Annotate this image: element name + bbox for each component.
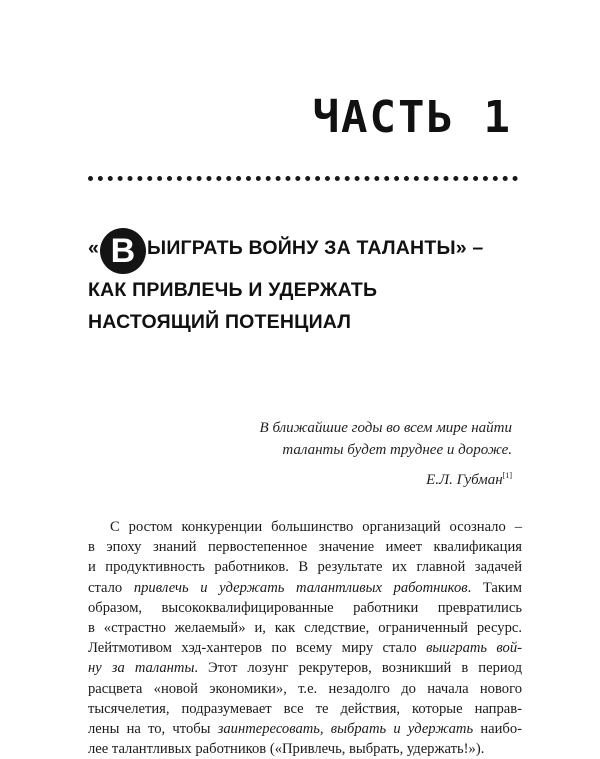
chapter-title-line-2: КАК ПРИВЛЕЧЬ И УДЕРЖАТЬ [88, 279, 378, 301]
body-line [88, 719, 522, 739]
body-line: и продуктивность работников. В результате их главной задачей [88, 559, 522, 576]
epigraph-line-2: таланты будет труднее и дороже. [282, 442, 512, 458]
body-emphasis: ну за таланты [88, 660, 195, 677]
dropcap-letter: В [100, 228, 146, 274]
body-line: в эпоху знаний первостепенное значение имеет квалификация [88, 539, 522, 556]
epigraph-author [426, 466, 512, 490]
body-line: тысячелетия, подразумевает все те действия, которые направ- [88, 700, 522, 717]
body-line: лее талантливых работников («Привлечь, выбрать, удержать!»). [88, 741, 485, 758]
body-text-fragment: . Таким [467, 579, 522, 596]
body-emphasis: заинтересовать, выбрать и удержать [217, 721, 474, 738]
dotted-divider [88, 176, 518, 181]
body-line: С ростом конкуренции большинство организаций осознало – [110, 519, 522, 535]
open-quote: « [88, 237, 100, 259]
epigraph-line-1: В ближайшие годы во всем мире найти [259, 420, 512, 436]
footnote-reference[interactable]: [1] [502, 471, 512, 480]
body-emphasis: выиграть вой- [426, 640, 522, 657]
body-line [88, 638, 522, 658]
part-title: ЧАСТЬ 1 [312, 92, 512, 143]
body-line: расцвета «новой экономики», т.е. незадолго до начала нового [88, 680, 522, 697]
body-text-fragment: . Этот лозунг рекрутеров, возникший в период [194, 660, 523, 677]
body-text-fragment: Лейтмотивом хэд-хантеров по всему миру стало [88, 640, 427, 657]
body-line: в «страстно желаемый» и, как следствие, ограниченный ресурс. [88, 620, 522, 637]
body-line [88, 578, 522, 598]
epigraph-author-name: Е.Л. Губман [426, 472, 503, 488]
epigraph [182, 417, 512, 461]
body-text-fragment: стало [88, 579, 134, 596]
chapter-title-line-1-rest: ЫИГРАТЬ ВОЙНУ ЗА ТАЛАНТЫ» – [147, 237, 484, 259]
body-line [88, 658, 522, 678]
body-paragraph [88, 517, 522, 759]
body-emphasis: привлечь и удержать талантливых работников [133, 579, 468, 596]
body-text-fragment: лены на то, чтобы [88, 721, 218, 738]
chapter-title [88, 228, 548, 338]
chapter-title-line-1 [88, 228, 548, 274]
chapter-title-line-3: НАСТОЯЩИЙ ПОТЕНЦИАЛ [88, 311, 352, 333]
body-line: образом, высококвалифицированные работники превратились [88, 599, 522, 616]
body-text-fragment: наибо- [473, 721, 522, 738]
